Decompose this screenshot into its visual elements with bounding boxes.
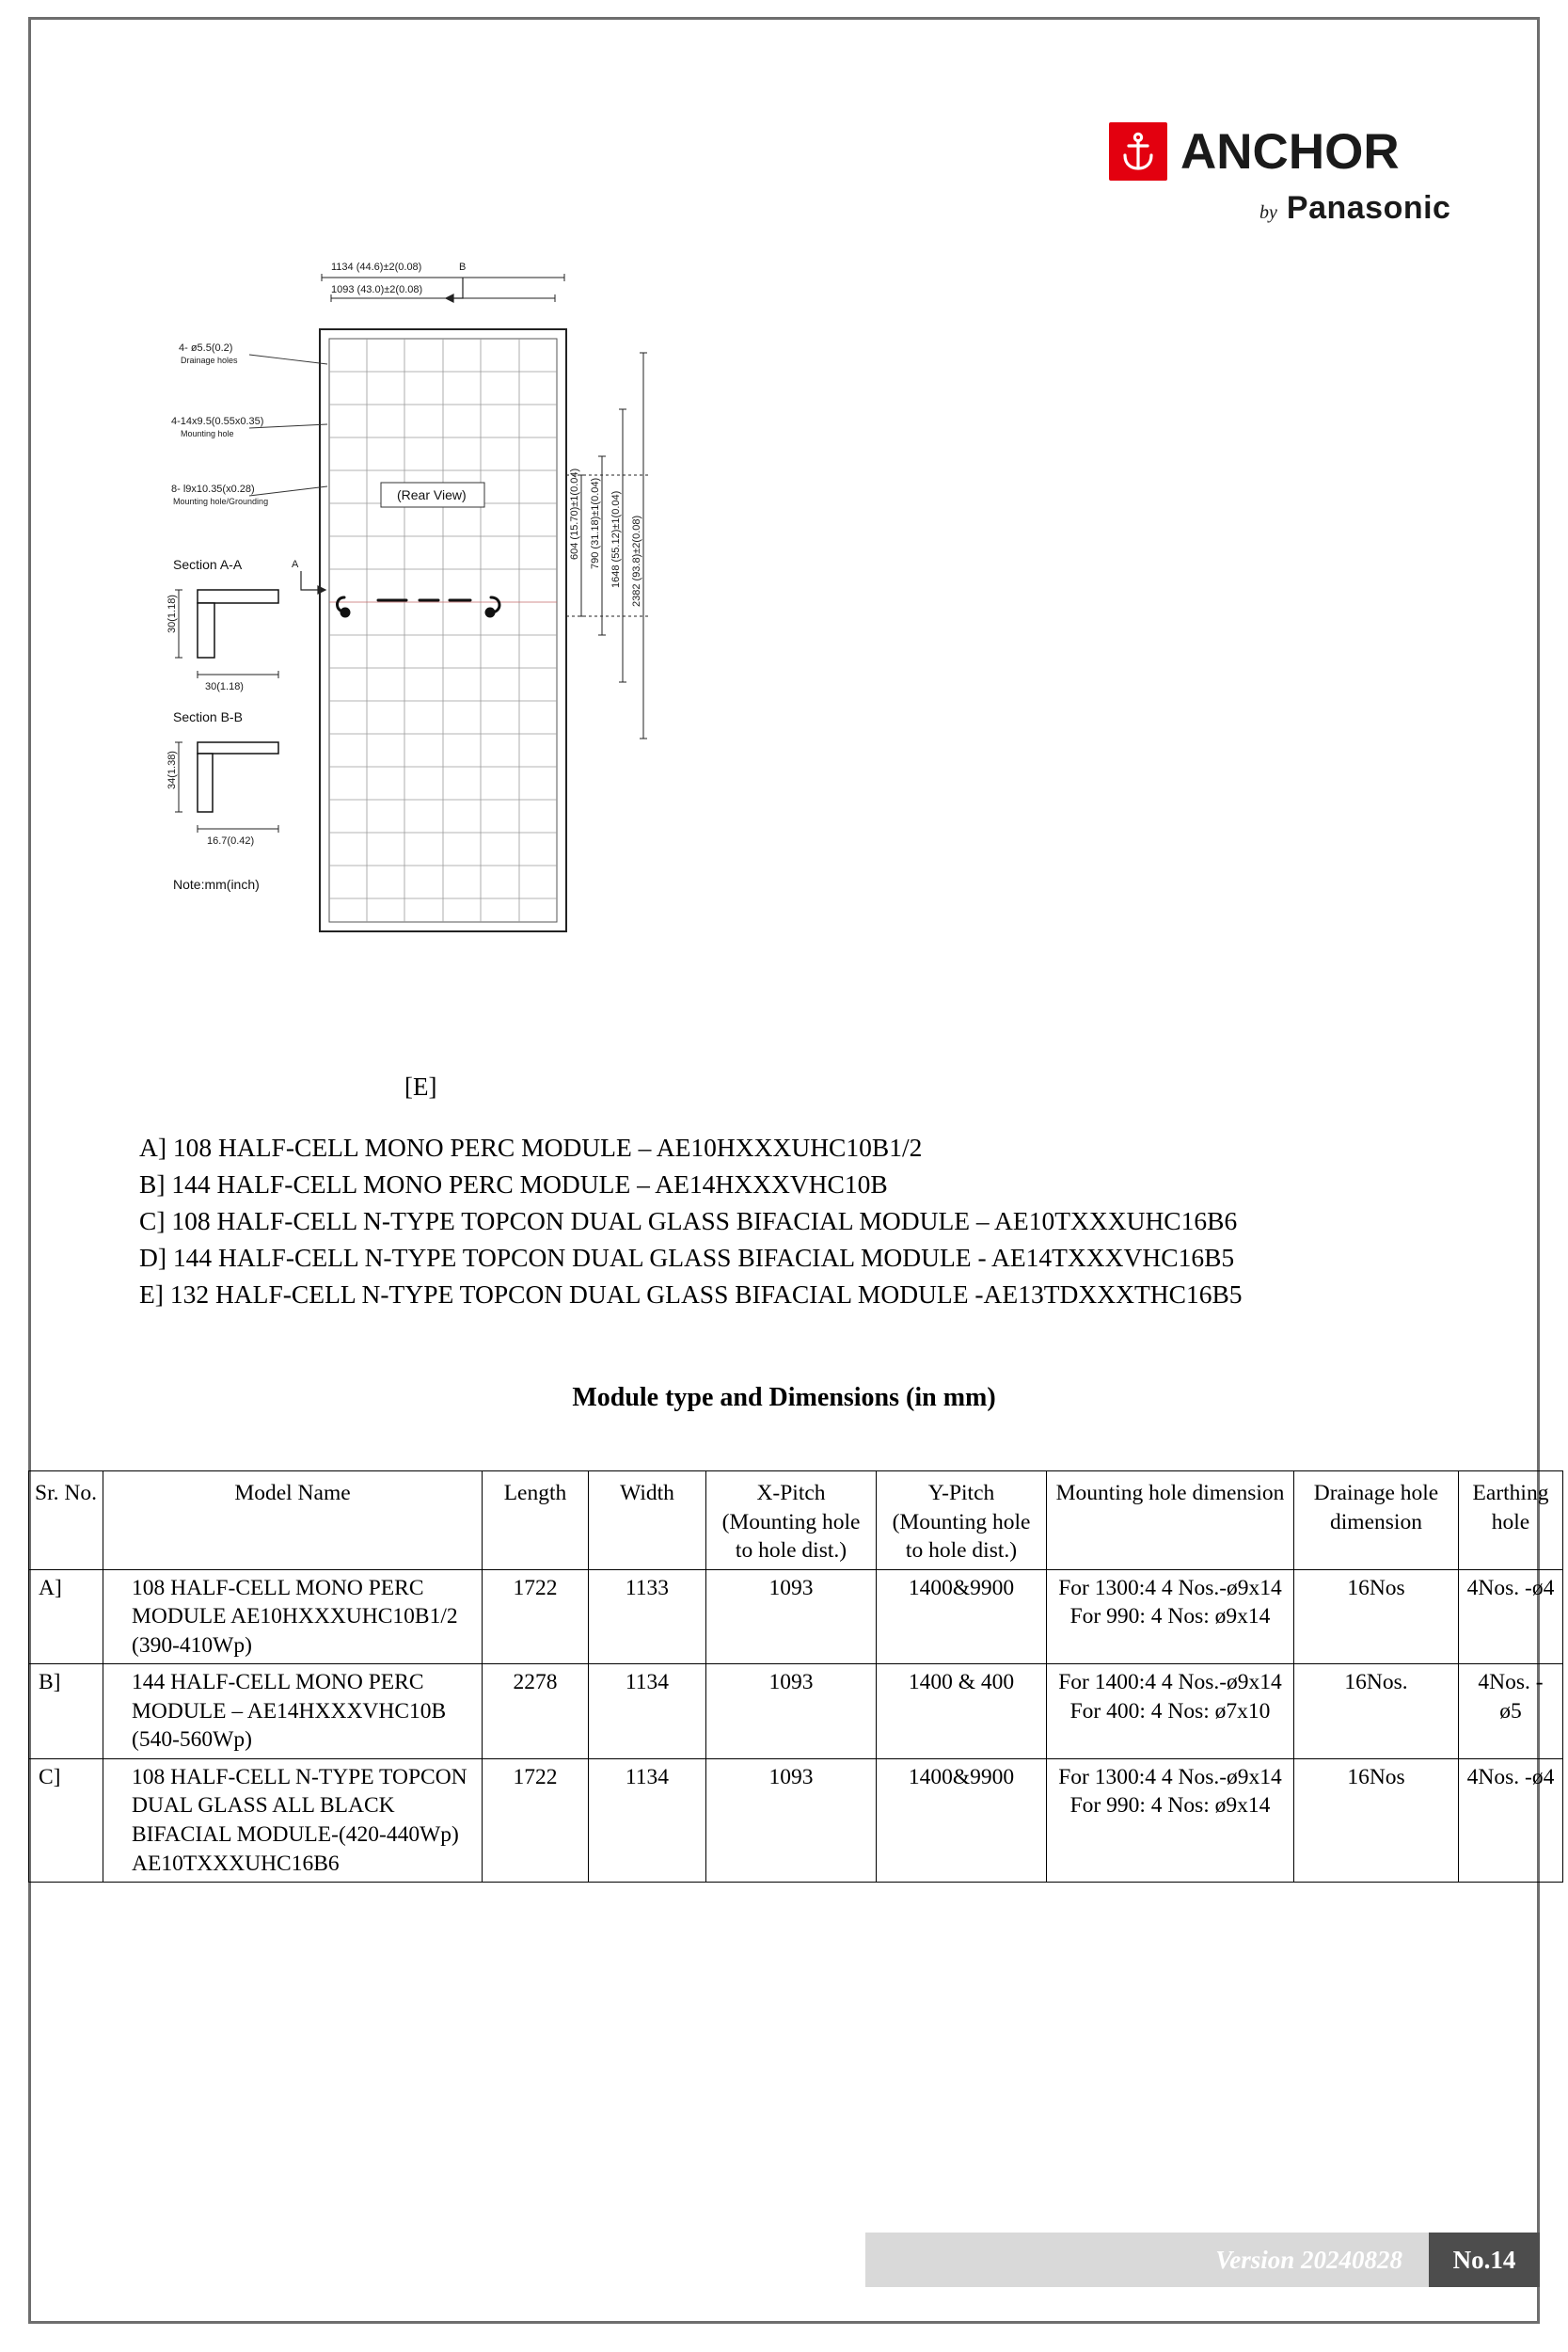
cell-earthing: 4Nos. -ø4 [1459,1569,1563,1664]
module-list-item-c: C] 108 HALF-CELL N-TYPE TOPCON DUAL GLASS BIFACIAL MODULE – AE10TXXXUHC16B6 [139,1206,1238,1236]
module-list-item-d: D] 144 HALF-CELL N-TYPE TOPCON DUAL GLASS BIFACIAL MODULE - AE14TXXXVHC16B5 [139,1243,1235,1273]
table-row [29,1758,1563,1882]
cell-length: 1722 [483,1758,589,1882]
logo-parent-text: Panasonic [1286,190,1451,226]
cell-drainage: 16Nos [1294,1569,1459,1664]
header-y-pitch: Y-Pitch (Mounting hole to hole dist.) [877,1471,1047,1570]
header-width: Width [589,1471,706,1570]
module-technical-drawing [160,240,818,1068]
drawing-note-mounting-sub: Mounting hole [181,429,234,438]
drawing-note-drainage-sub: Drainage holes [181,356,238,365]
drawing-right-dim-3: 1648 (55.12)±1(0.04) [610,490,622,588]
cell-width: 1134 [589,1664,706,1759]
cell-x-pitch: 1093 [706,1758,877,1882]
drawing-right-dim-2: 790 (31.18)±1(0.04) [590,477,601,569]
cell-width: 1133 [589,1569,706,1664]
cell-earthing: 4Nos. -ø4 [1459,1758,1563,1882]
module-dimensions-table [28,1470,1563,1883]
cell-x-pitch: 1093 [706,1664,877,1759]
logo-brand-text: ANCHOR [1180,123,1400,180]
header-earthing-hole: Earthing hole [1459,1471,1563,1570]
header-sr-no: Sr. No. [29,1471,103,1570]
module-list-item-b: B] 144 HALF-CELL MONO PERC MODULE – AE14HXXXVHC10B [139,1169,888,1200]
cell-sr-no: A] [29,1569,103,1664]
module-list-item-e: E] 132 HALF-CELL N-TYPE TOPCON DUAL GLASS BIFACIAL MODULE -AE13TDXXXTHC16B5 [139,1279,1243,1310]
drawing-sec-dim-3: 34(1.38) [166,751,178,789]
drawing-note-mounting: 4-14x9.5(0.55x0.35) [171,416,264,427]
drawing-view-label: (Rear View) [397,487,467,502]
drawing-caption: [E] [404,1073,437,1101]
cell-sr-no: B] [29,1664,103,1759]
cell-y-pitch: 1400 & 400 [877,1664,1047,1759]
cell-y-pitch: 1400&9900 [877,1569,1047,1664]
module-list-item-a: A] 108 HALF-CELL MONO PERC MODULE – AE10HXXXUHC10B1/2 [139,1133,923,1162]
table-row [29,1664,1563,1759]
cell-length: 1722 [483,1569,589,1664]
cell-mounting: For 1300:4 4 Nos.-ø9x14 For 990: 4 Nos: ø9x14 [1047,1758,1294,1882]
drawing-top-dim-2: 1093 (43.0)±2(0.08) [331,284,423,295]
section-title: Module type and Dimensions (in mm) [572,1383,996,1412]
cell-model: 108 HALF-CELL MONO PERC MODULE AE10HXXXUHC10B1/2 (390-410Wp) [103,1569,483,1664]
header-model: Model Name [103,1471,483,1570]
logo-row [1109,122,1476,181]
header-mounting-hole: Mounting hole dimension [1047,1471,1294,1570]
footer-version: Version 20240828 [865,2233,1429,2287]
brand-logo [1109,122,1476,227]
cell-earthing: 4Nos. - ø5 [1459,1664,1563,1759]
cell-x-pitch: 1093 [706,1569,877,1664]
table-header-row [29,1471,1563,1570]
drawing-note-drainage: 4- ø5.5(0.2) [179,342,233,354]
module-type-list [139,1129,1456,1312]
header-length: Length [483,1471,589,1570]
drawing-note-ground: 8- l9x10.35(x0.28) [171,484,255,495]
drawing-unit-note: Note:mm(inch) [173,877,260,892]
drawing-note-ground-sub: Mounting hole/Grounding [173,497,269,506]
drawing-right-dim-1: 604 (15.70)±1(0.04) [569,468,580,560]
header-x-pitch: X-Pitch (Mounting hole to hole dist.) [706,1471,877,1570]
cell-model: 108 HALF-CELL N-TYPE TOPCON DUAL GLASS ALL BLACK BIFACIAL MODULE-(420-440Wp) AE10TXXXUHC16B6 [103,1758,483,1882]
drawing-top-dim-1: 1134 (44.6)±2(0.08) [331,262,422,273]
drawing-right-dim-4: 2382 (93.8)±2(0.08) [631,515,642,607]
header-drainage-hole: Drainage hole dimension [1294,1471,1459,1570]
cell-model: 144 HALF-CELL MONO PERC MODULE – AE14HXXXVHC10B (540-560Wp) [103,1664,483,1759]
drawing-mark-b: B [459,262,467,273]
logo-by-text: by [1259,202,1277,223]
drawing-section-aa-label: Section A-A [173,557,243,572]
logo-subline [1259,190,1476,227]
cell-length: 2278 [483,1664,589,1759]
cell-mounting: For 1400:4 4 Nos.-ø9x14 For 400: 4 Nos: ø7x10 [1047,1664,1294,1759]
drawing-section-bb-label: Section B-B [173,709,243,724]
anchor-icon [1109,122,1167,181]
drawing-sec-dim-4: 16.7(0.42) [207,835,255,847]
table-row [29,1569,1563,1664]
page-footer [865,2233,1540,2287]
drawing-mark-a: A [292,559,299,570]
footer-page-number: No.14 [1429,2233,1540,2287]
cell-mounting: For 1300:4 4 Nos.-ø9x14 For 990: 4 Nos: ø9x14 [1047,1569,1294,1664]
drawing-sec-dim-2: 30(1.18) [205,681,244,692]
cell-drainage: 16Nos [1294,1758,1459,1882]
cell-drainage: 16Nos. [1294,1664,1459,1759]
cell-width: 1134 [589,1758,706,1882]
drawing-sec-dim-1: 30(1.18) [166,595,178,633]
cell-y-pitch: 1400&9900 [877,1758,1047,1882]
cell-sr-no: C] [29,1758,103,1882]
